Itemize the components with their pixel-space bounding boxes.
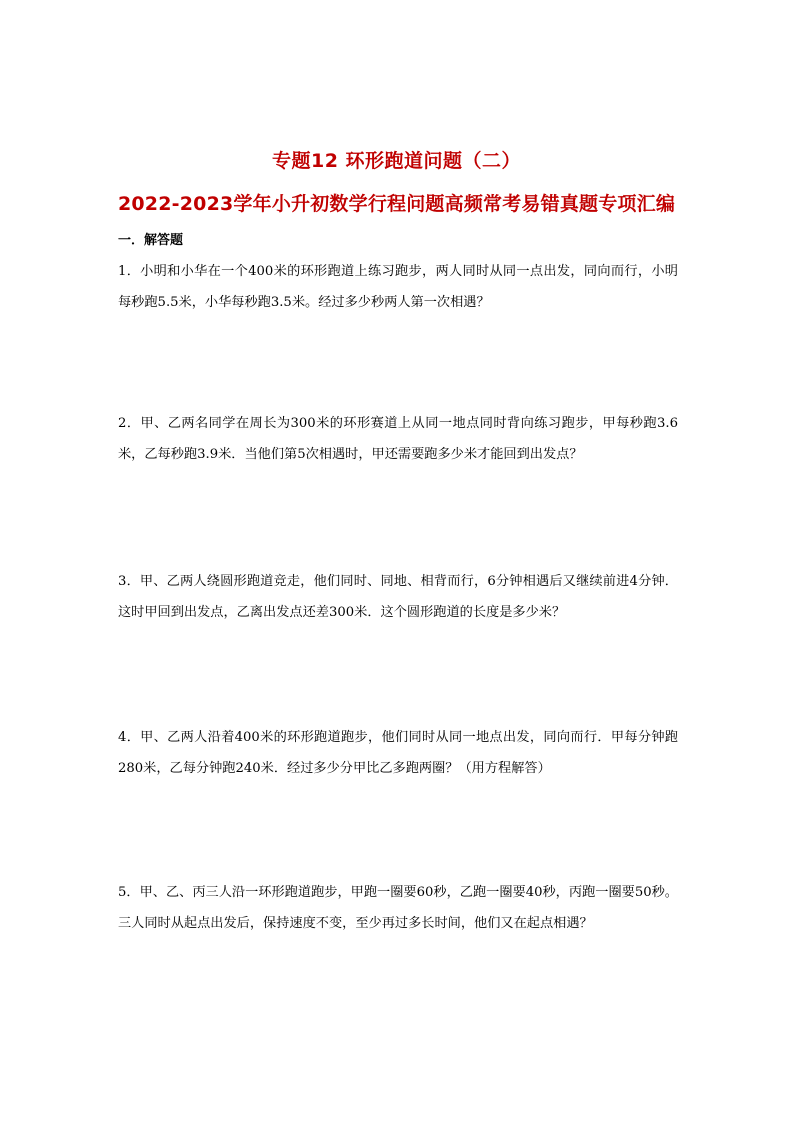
question-4: 4．甲、乙两人沿着400米的环形跑道跑步，他们同时从同一地点出发，同向而行．甲每分钟跑280米，乙每分钟跑240米．经过多少分甲比乙多跑两圈？（用方程解答） bbox=[118, 730, 678, 776]
question-3: 3．甲、乙两人绕圆形跑道竞走，他们同时、同地、相背而行，6分钟相遇后又继续前进4分钟．这时甲回到出发点，乙离出发点还差300米．这个圆形跑道的长度是多少米？ bbox=[118, 574, 678, 620]
document-subtitle: 2022-2023学年小升初数学行程问题高频常考易错真题专项汇编 bbox=[117, 193, 676, 215]
section-heading: 一．解答题 bbox=[118, 233, 184, 248]
document-title: 专题12 环形跑道问题（二） bbox=[271, 150, 522, 172]
question-5: 5．甲、乙、丙三人沿一环形跑道跑步，甲跑一圈要60秒，乙跑一圈要40秒，丙跑一圈要50秒。三人同时从起点出发后，保持速度不变，至少再过多长时间，他们又在起点相遇？ bbox=[118, 885, 678, 931]
question-2: 2．甲、乙两名同学在周长为300米的环形赛道上从同一地点同时背向练习跑步，甲每秒跑3.6米，乙每秒跑3.9米．当他们第5次相遇时，甲还需要跑多少米才能回到出发点？ bbox=[118, 416, 678, 462]
question-1: 1．小明和小华在一个400米的环形跑道上练习跑步，两人同时从同一点出发，同向而行，小明每秒跑5.5米，小华每秒跑3.5米。经过多少秒两人第一次相遇？ bbox=[118, 264, 678, 310]
